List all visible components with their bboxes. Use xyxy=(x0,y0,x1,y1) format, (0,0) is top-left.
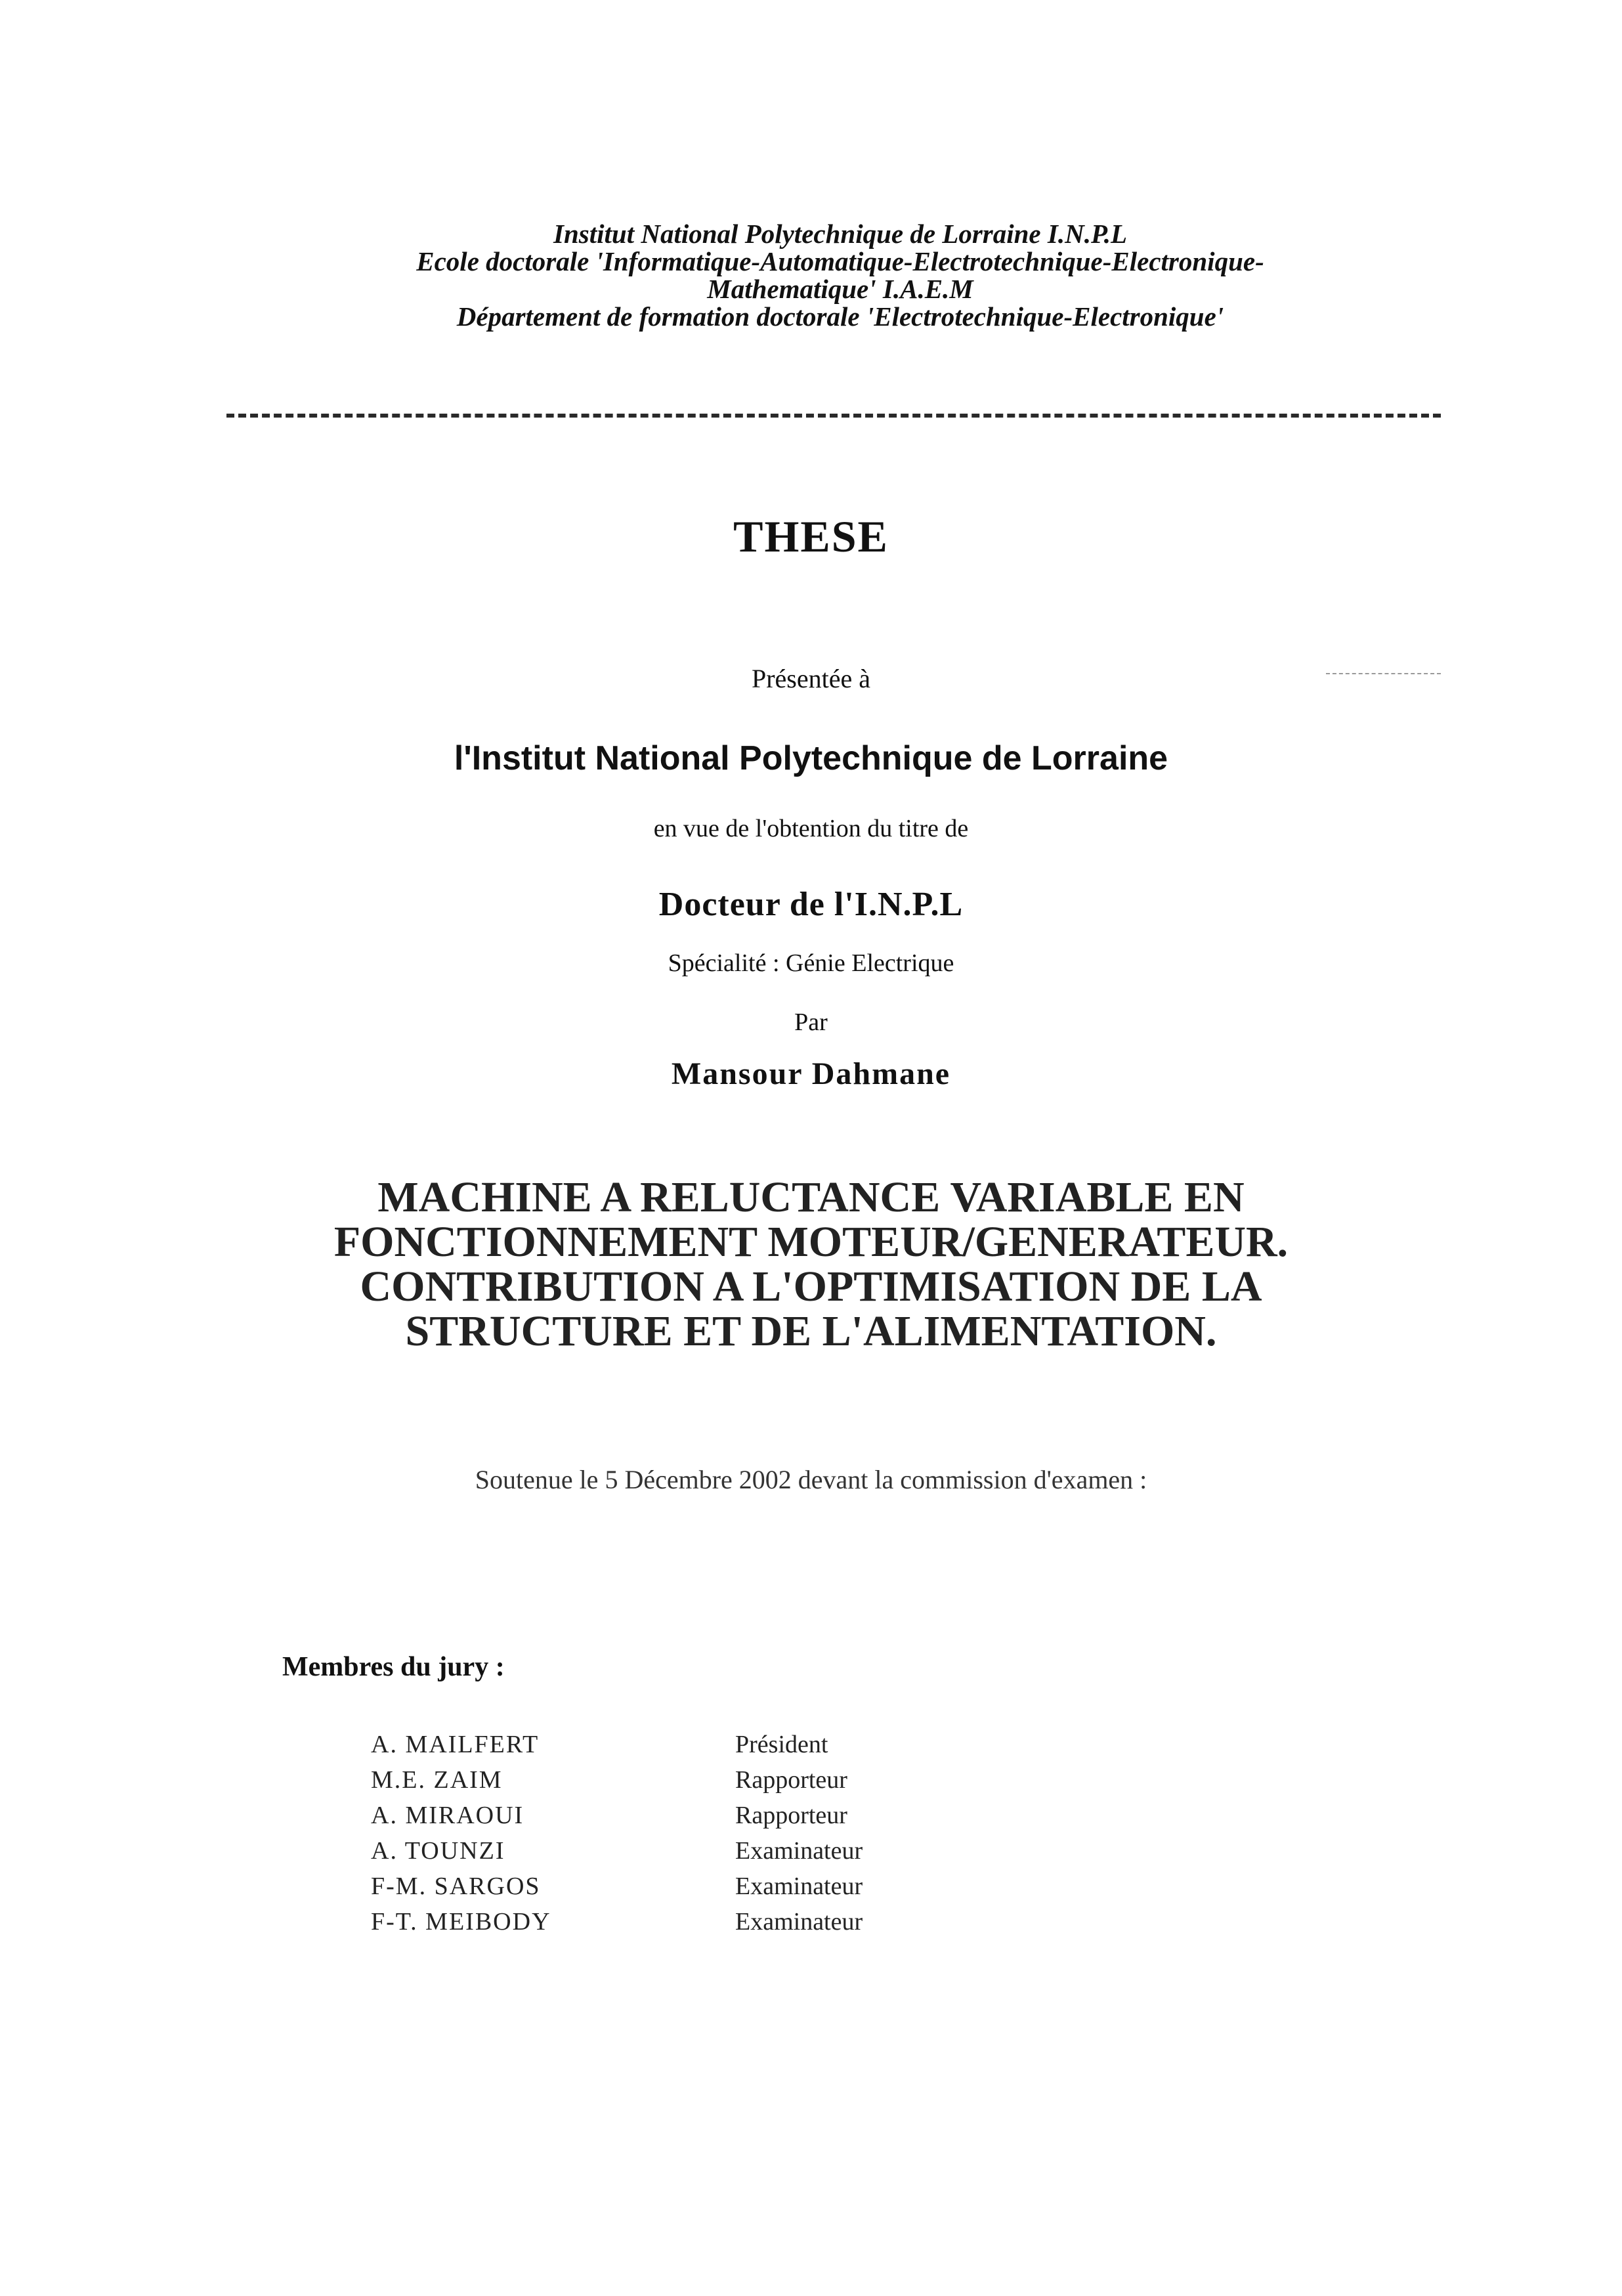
jury-member-name: F-T. MEIBODY xyxy=(371,1908,551,1936)
jury-list xyxy=(371,1727,863,1939)
jury-member-row xyxy=(371,1833,863,1869)
header-line-doctoral-school: Ecole doctorale 'Informatique-Automatique-Electrotechnique-Electronique- xyxy=(416,246,1264,276)
thesis-title-line: MACHINE A RELUCTANCE VARIABLE EN xyxy=(377,1173,1245,1221)
thesis-title-line: STRUCTURE ET DE L'ALIMENTATION. xyxy=(405,1307,1217,1355)
jury-member-role: Rapporteur xyxy=(735,1766,847,1794)
thesis-title-line: FONCTIONNEMENT MOTEUR/GENERATEUR. xyxy=(333,1218,1289,1266)
jury-member-role: Examinateur xyxy=(735,1908,863,1936)
thesis-title xyxy=(0,1175,1622,1354)
jury-member-name: A. MAILFERT xyxy=(371,1731,540,1758)
jury-member-row xyxy=(371,1904,863,1939)
header-line-doctoral-school-cont: Mathematique' I.A.E.M xyxy=(707,274,973,304)
jury-member-row xyxy=(371,1762,863,1798)
degree-title: Docteur de l'I.N.P.L xyxy=(658,886,964,923)
institution-name: l'Institut National Polytechnique de Lorraine xyxy=(454,739,1168,777)
jury-member-role: Président xyxy=(735,1731,828,1758)
jury-heading: Membres du jury : xyxy=(282,1652,505,1682)
jury-member-role: Rapporteur xyxy=(735,1802,847,1829)
author-name: Mansour Dahmane xyxy=(671,1056,951,1091)
jury-member-name: F-M. SARGOS xyxy=(371,1873,541,1900)
thesis-title-line: CONTRIBUTION A L'OPTIMISATION DE LA xyxy=(360,1263,1262,1310)
jury-member-role: Examinateur xyxy=(735,1873,863,1900)
header-line-institute: Institut National Polytechnique de Lorraine I.N.P.L xyxy=(553,219,1127,249)
jury-member-name: A. MIRAOUI xyxy=(371,1802,524,1829)
document-type: THESE xyxy=(733,511,889,561)
jury-member-role: Examinateur xyxy=(735,1837,863,1865)
by-label: Par xyxy=(794,1008,828,1036)
dashed-separator xyxy=(226,414,1441,418)
jury-member-name: A. TOUNZI xyxy=(371,1837,505,1865)
jury-member-row xyxy=(371,1727,863,1762)
presented-to-label: Présentée à xyxy=(751,664,870,693)
jury-member-row xyxy=(371,1869,863,1904)
specialty: Spécialité : Génie Electrique xyxy=(668,949,954,977)
purpose-statement: en vue de l'obtention du titre de xyxy=(653,815,969,842)
institution-header xyxy=(263,220,1418,330)
jury-member-name: M.E. ZAIM xyxy=(371,1766,503,1794)
header-line-department: Département de formation doctorale 'Electrotechnique-Electronique' xyxy=(456,301,1224,332)
defense-statement: Soutenue le 5 Décembre 2002 devant la commission d'examen : xyxy=(475,1465,1147,1494)
jury-member-row xyxy=(371,1798,863,1833)
